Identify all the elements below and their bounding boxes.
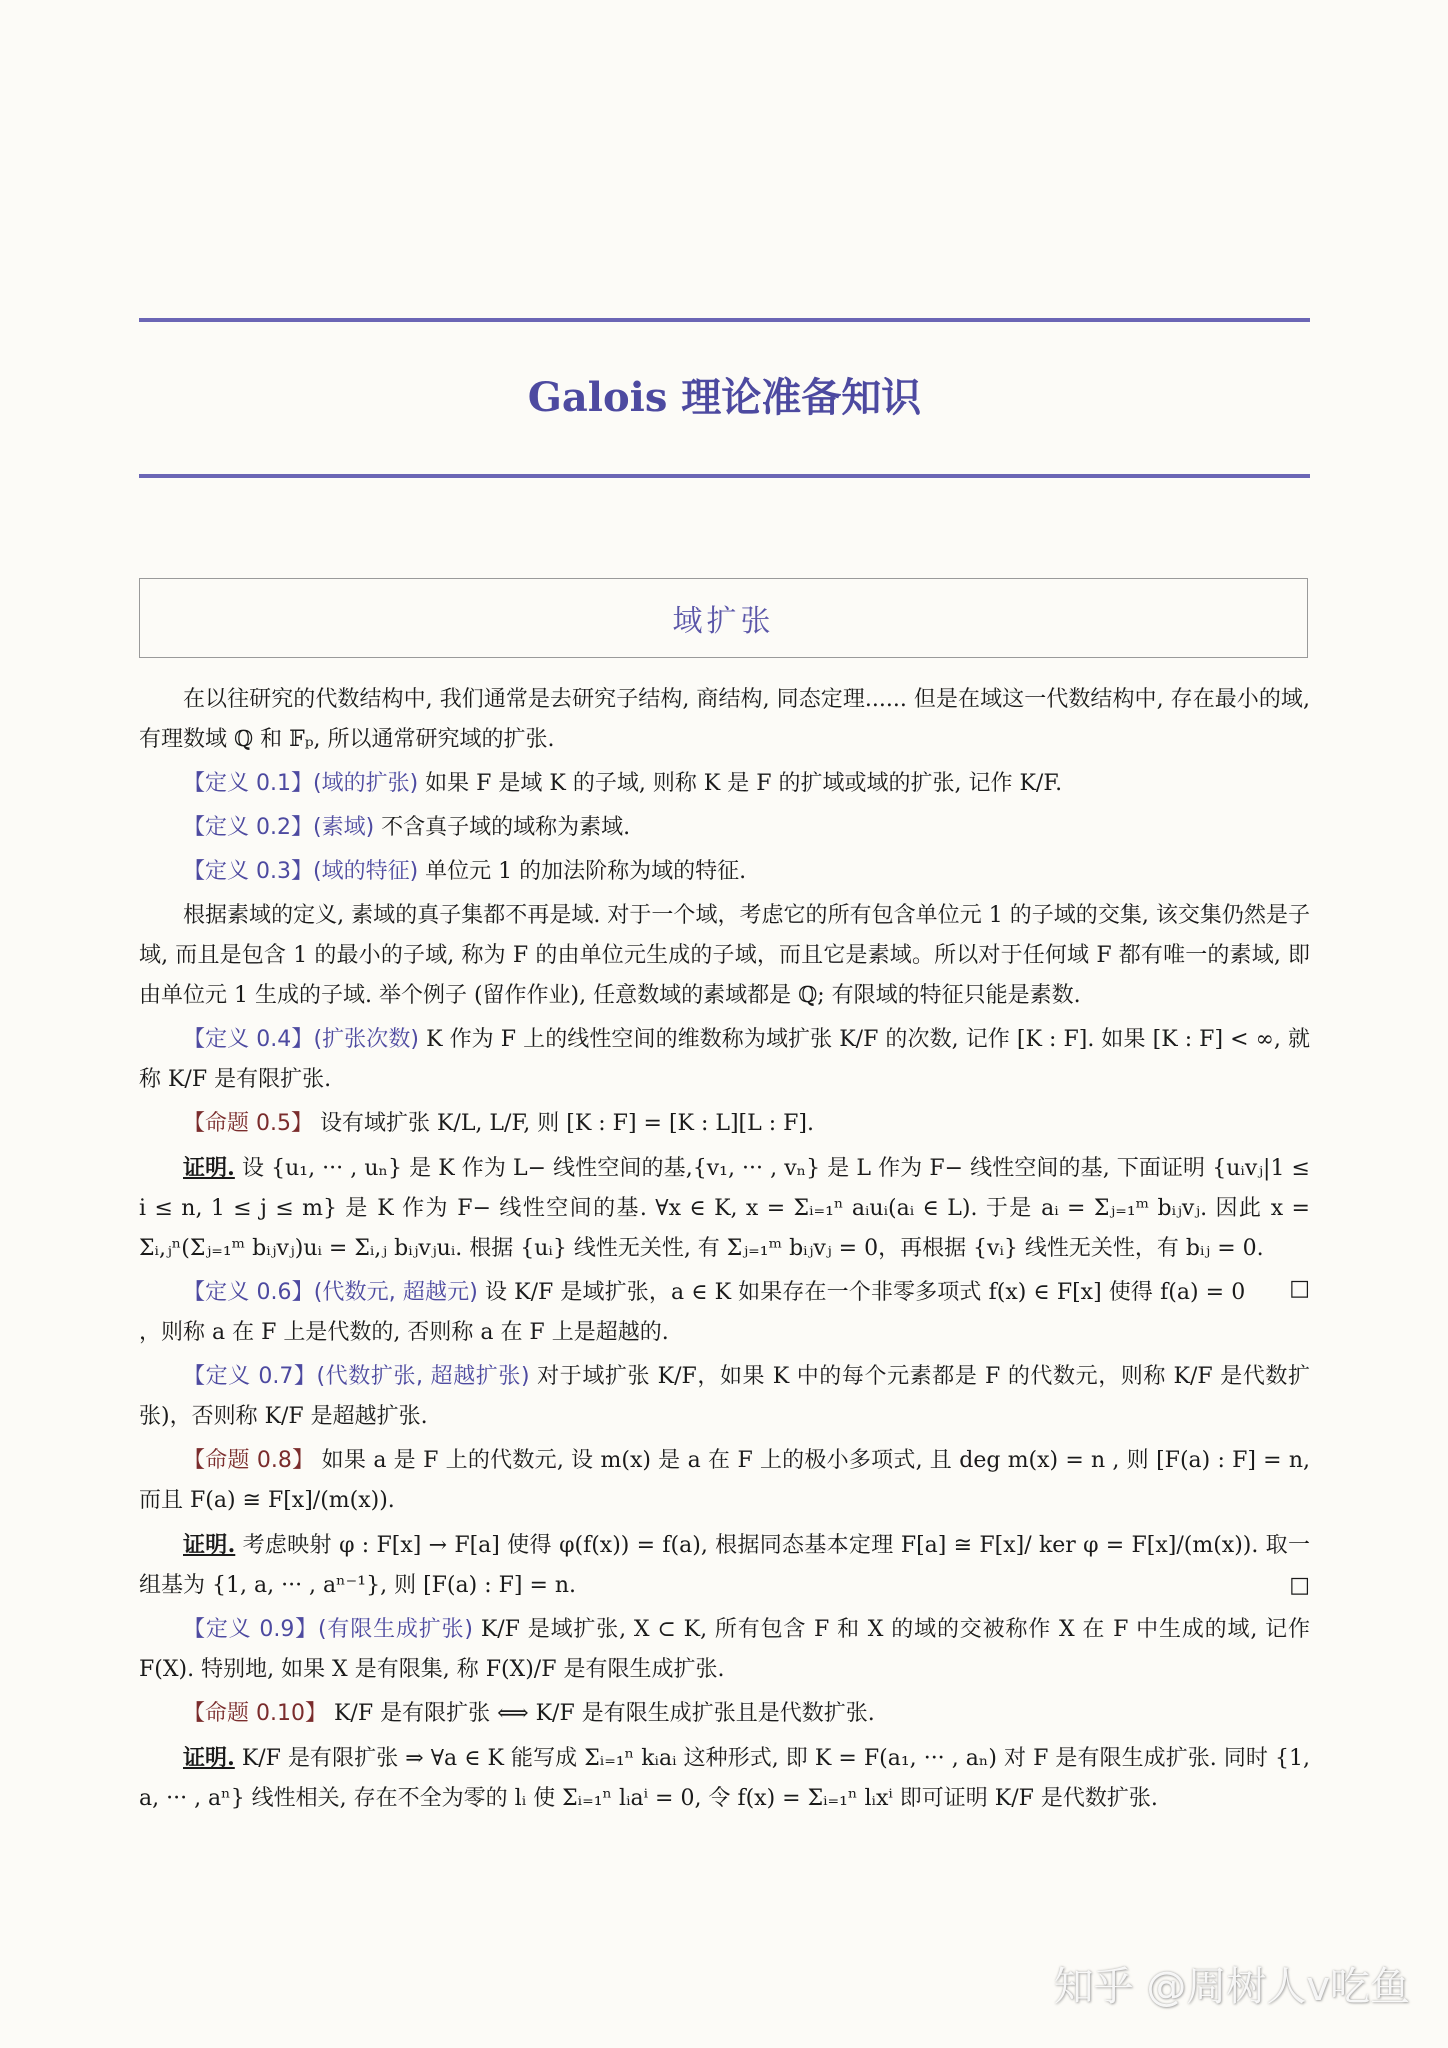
definition-0-9: 【定义 0.9】(有限生成扩张) K/F 是域扩张, X ⊂ K, 所有包含 F 和 X 的域的交被称作 X 在 F 中生成的域, 记作 F(X). 特别地, 如果 X 是有限集, 称 F(X)/F 是有限生成扩张. <box>139 1617 1310 1682</box>
definition-0-3: 【定义 0.3】(域的特征) 单位元 1 的加法阶称为域的特征. <box>183 859 747 884</box>
proposition-0-10: 【命题 0.10】 K/F 是有限扩张 ⟺ K/F 是有限生成扩张且是代数扩张. <box>183 1701 875 1726</box>
document-body <box>139 680 1310 1823</box>
proof-0-10: 证明. K/F 是有限扩张 ⇒ ∀a ∈ K 能写成 Σᵢ₌₁ⁿ kᵢaᵢ 这种形式, 即 K = F(a₁, ··· , aₙ) 对 F 是有限生成扩张. 同时 {1, a, ··· , aⁿ} 线性相关, 存在不全为零的 lᵢ 使 Σᵢ₌₁ⁿ lᵢaⁱ = 0, 令 f(x) = Σᵢ₌₁ⁿ lᵢxⁱ 即可证明 K/F 是代数扩张. <box>139 1745 1310 1811</box>
proposition-0-5: 【命题 0.5】 设有域扩张 K/L, L/F, 则 [K : F] = [K : L][L : F]. <box>183 1111 814 1136</box>
page-title: Galois 理论准备知识 <box>527 374 922 421</box>
paragraph-intro1: 在以往研究的代数结构中, 我们通常是去研究子结构, 商结构, 同态定理...... 但是在域这一代数结构中, 存在最小的域, 有理数域 ℚ 和 𝔽ₚ, 所以通常研究域的扩张. <box>139 687 1310 752</box>
section-header <box>139 578 1308 658</box>
paragraph-intro2: 根据素域的定义, 素域的真子集都不再是域. 对于一个域，考虑它的所有包含单位元 1 的子域的交集, 该交集仍然是子域, 而且是包含 1 的最小的子域, 称为 F 的由单位元生成的子域，而且它是素域。所以对于任何域 F 都有唯一的素域, 即由单位元 1 生成的子域. 举个例子 (留作作业), 任意数域的素域都是 ℚ; 有限域的特征只能是素数. <box>139 903 1310 1008</box>
proof-0-5: 证明. 设 {u₁, ··· , uₙ} 是 K 作为 L− 线性空间的基,{v₁, ··· , vₙ} 是 L 作为 F− 线性空间的基, 下面证明 {uᵢvⱼ|1 ≤ i ≤ n, 1 ≤ j ≤ m} 是 K 作为 F− 线性空间的基. ∀x ∈ K, x = Σᵢ₌₁ⁿ aᵢuᵢ(aᵢ ∈ L). 于是 aᵢ = Σⱼ₌₁ᵐ bᵢⱼvⱼ. 因此 x = Σᵢ,ⱼⁿ(Σⱼ₌₁ᵐ bᵢⱼvⱼ)uᵢ = Σᵢ,ⱼ bᵢⱼvⱼuᵢ. 根据 {uᵢ} 线性无关性, 有 Σⱼ₌₁ᵐ bᵢⱼvⱼ = 0，再根据 {vᵢ} 线性无关性，有 bᵢⱼ = 0. □ <box>139 1148 1310 1269</box>
proof-0-8: 证明. 考虑映射 φ : F[x] → F[a] 使得 φ(f(x)) = f(a), 根据同态基本定理 F[a] ≅ F[x]/ ker φ = F[x]/(m(x)). 取一组基为 {1, a, ··· , aⁿ⁻¹}, 则 [F(a) : F] = n. □ <box>139 1525 1310 1606</box>
definition-0-1: 【定义 0.1】(域的扩张) 如果 F 是域 K 的子域, 则称 K 是 F 的扩域或域的扩张, 记作 K/F. <box>183 771 1063 796</box>
proposition-0-8: 【命题 0.8】 如果 a 是 F 上的代数元, 设 m(x) 是 a 在 F 上的极小多项式, 且 deg m(x) = n , 则 [F(a) : F] = n, 而且 F(a) ≅ F[x]/(m(x)). <box>139 1448 1311 1513</box>
section-title: 域扩张 <box>672 604 775 639</box>
bottom-rule <box>139 474 1310 478</box>
definition-0-6: 【定义 0.6】(代数元, 超越元) 设 K/F 是域扩张，a ∈ K 如果存在一个非零多项式 f(x) ∈ F[x] 使得 f(a) = 0 ，则称 a 在 F 上是代数的, 否则称 a 在 F 上是超越的. <box>139 1280 1246 1345</box>
definition-0-2: 【定义 0.2】(素域) 不含真子域的域称为素域. <box>183 815 631 840</box>
definition-0-4: 【定义 0.4】(扩张次数) K 作为 F 上的线性空间的维数称为域扩张 K/F 的次数, 记作 [K : F]. 如果 [K : F] < ∞, 就称 K/F 是有限扩张. <box>139 1027 1310 1092</box>
zhihu-watermark: 知乎 @周树人v吃鱼 <box>1053 1964 1410 2010</box>
definition-0-7: 【定义 0.7】(代数扩张, 超越扩张) 对于域扩张 K/F，如果 K 中的每个元素都是 F 的代数元，则称 K/F 是代数扩张)，否则称 K/F 是超越扩张. <box>139 1364 1310 1429</box>
qed-icon: □ <box>1289 1276 1310 1301</box>
top-rule <box>139 318 1310 322</box>
qed-icon: □ <box>1289 1573 1310 1598</box>
